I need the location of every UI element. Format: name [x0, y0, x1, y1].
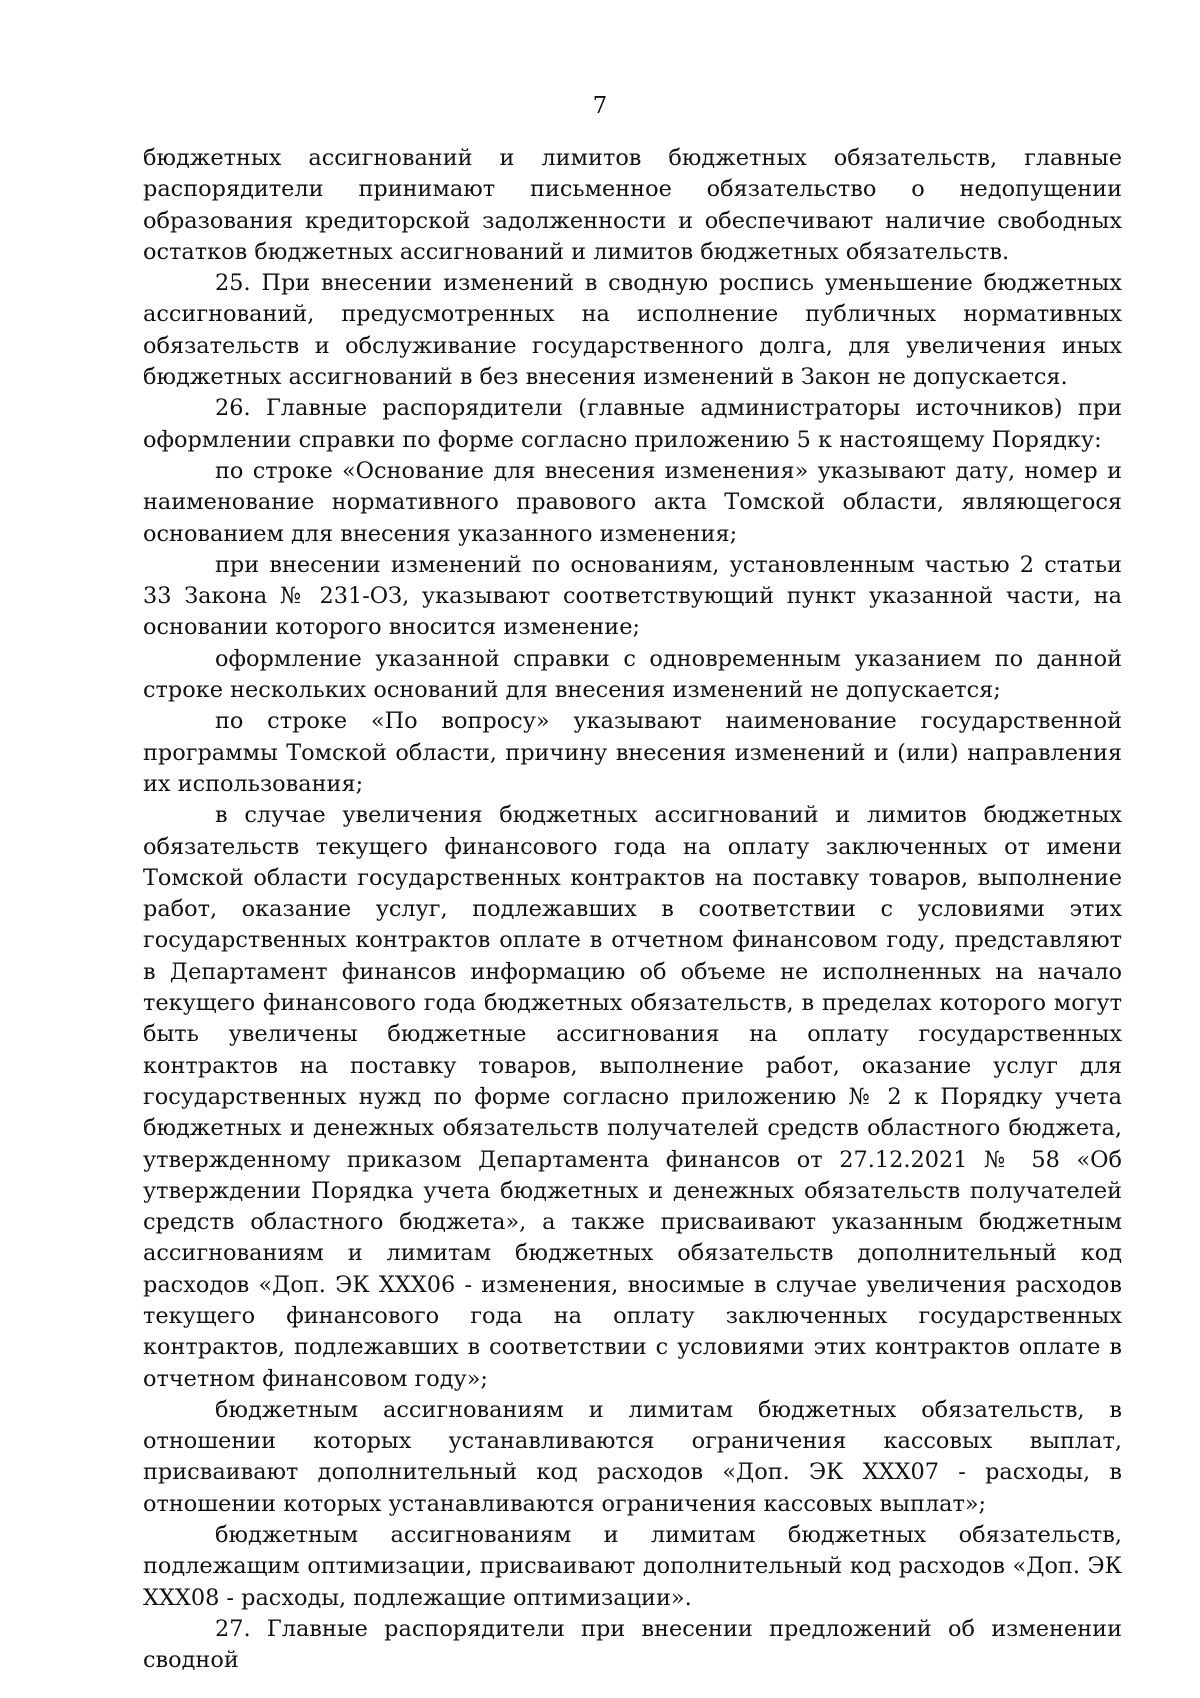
page-number: 7	[592, 93, 608, 119]
paragraph-article-33: при внесении изменений по основаниям, установленным частью 2 статьи 33 Закона № 231-ОЗ, указывают соответствующий пункт указанной части, на основании которого вносится изменение;	[143, 551, 1122, 641]
body-text	[143, 143, 1122, 1677]
paragraph-basis-line: по строке «Основание для внесения изменения» указывают дату, номер и наименование нормативного правового акта Томской области, являющегося основанием для внесения указанного изменения;	[143, 457, 1122, 547]
paragraph-single-basis: оформление указанной справки с одновременным указанием по данной строке нескольких оснований для внесения изменений не допускается;	[143, 645, 1122, 704]
paragraph-code-xxx07: бюджетным ассигнованиям и лимитам бюджетных обязательств, в отношении которых устанавливаются ограничения кассовых выплат, присваивают дополнительный код расходов «Доп. ЭК XXX07 - расходы, в отношении которых устанавливаются ограничения кассовых выплат»;	[143, 1396, 1122, 1517]
paragraph-question-line: по строке «По вопросу» указывают наименование государственной программы Томской области, причину внесения изменений и (или) направления их использования;	[143, 708, 1122, 797]
paragraph-continuation: бюджетных ассигнований и лимитов бюджетных обязательств, главные распорядители принимают письменное обязательство о недопущении образования кредиторской задолженности и обеспечивают наличие свободных остатков бюджетных ассигнований и лимитов бюджетных обязательств.	[143, 145, 1122, 265]
paragraph-item-25: 25. При внесении изменений в сводную роспись уменьшение бюджетных ассигнований, предусмотренных на исполнение публичных нормативных обязательств и обслуживание государственного долга, для увеличения иных бюджетных ассигнований в без внесения изменений в Закон не допускается.	[143, 270, 1122, 391]
paragraph-code-xxx08: бюджетным ассигнованиям и лимитам бюджетных обязательств, подлежащим оптимизации, присваивают дополнительный код расходов «Доп. ЭК XXX08 - расходы, подлежащие оптимизации».	[143, 1522, 1122, 1611]
paragraph-item-27: 27. Главные распорядители при внесении предложений об изменении сводной	[143, 1615, 1122, 1674]
paragraph-item-26: 26. Главные распорядители (главные администраторы источников) при оформлении справки по форме согласно приложению 5 к настоящему Порядку:	[143, 395, 1122, 453]
paragraph-contracts: в случае увеличения бюджетных ассигнований и лимитов бюджетных обязательств текущего финансового года на оплату заключенных от имени Томской области государственных контрактов на поставку товаров, выполнение работ, оказание услуг, подлежавших в соответствии с условиями этих государственных контрактов оплате в отчетном финансовом году, представляют в Департамент финансов информацию об объеме не исполненных на начало текущего финансового года бюджетных обязательств, в пределах которого могут быть увеличены бюджетные ассигнования на оплату государственных контрактов на поставку товаров, выполнение работ, оказание услуг для государственных нужд по форме согласно приложению № 2 к Порядку учета бюджетных и денежных обязательств получателей средств областного бюджета, утвержденному приказом Департамента финансов от 27.12.2021 № 58 «Об утверждении Порядка учета бюджетных и денежных обязательств получателей средств областного бюджета», а также присваивают указанным бюджетным ассигнованиям и лимитам бюджетных обязательств дополнительный код расходов «Доп. ЭК XXX06 - изменения, вносимые в случае увеличения расходов текущего финансового года на оплату заключенных государственных контрактов, подлежавших в соответствии с условиями этих контрактов оплате в отчетном финансовом году»;	[143, 802, 1122, 1392]
